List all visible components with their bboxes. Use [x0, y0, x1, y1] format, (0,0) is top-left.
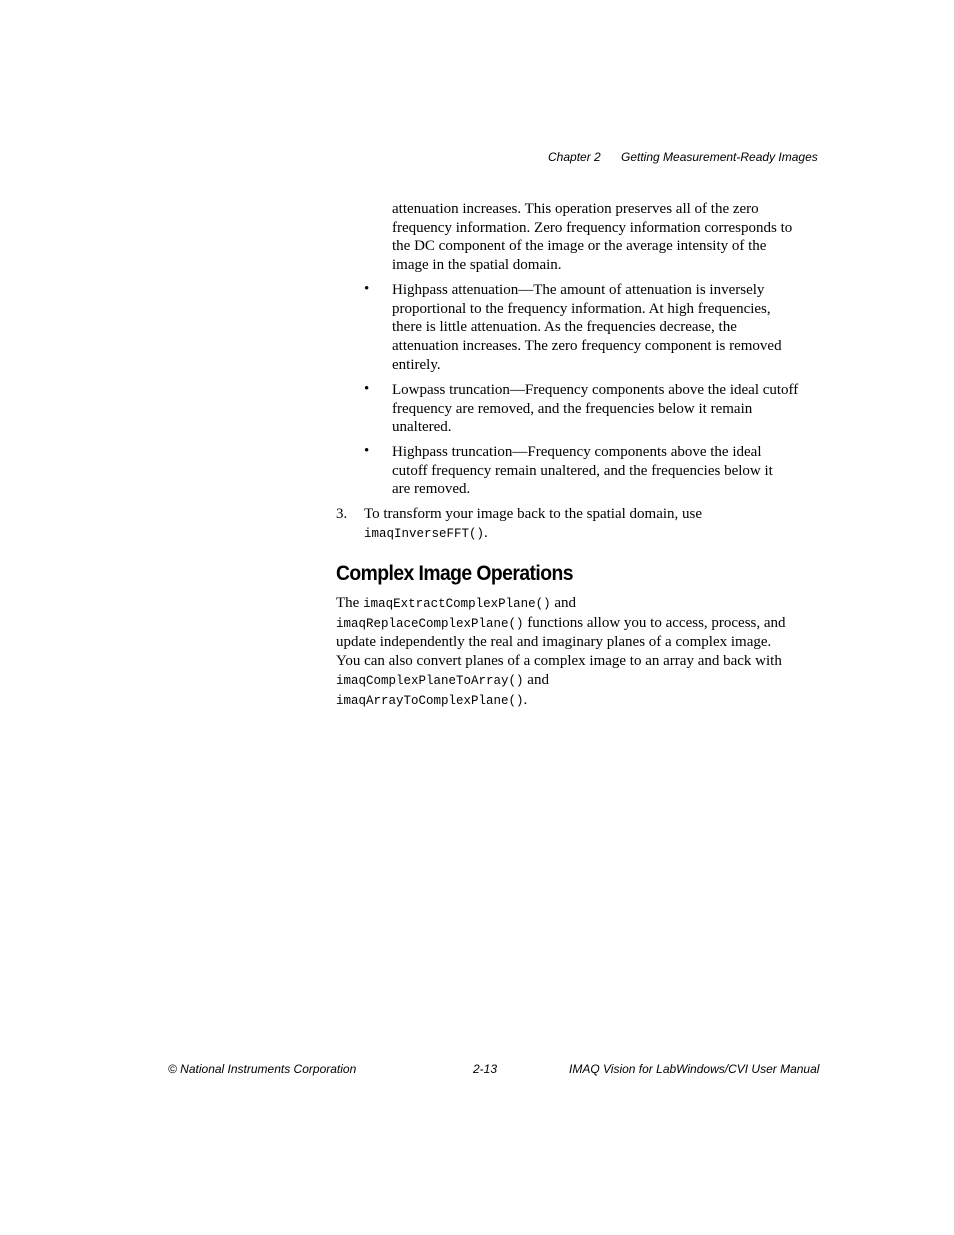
footer-page-number: 2-13 — [473, 1062, 498, 1076]
step-3-end: . — [484, 524, 488, 541]
bullet-symbol: • — [364, 443, 370, 459]
bullet-highpass-attenuation: Highpass attenuation—The amount of attenuation is inversely proportional to the frequency information. At high frequencies, there is little attenuation. As the frequencies decrease, the attenuation increases. The zero frequency component is removed entirely. — [392, 282, 782, 373]
footer-copyright: © National Instruments Corporation — [168, 1062, 357, 1076]
code-array-to-complex-plane: imaqArrayToComplexPlane() — [336, 693, 524, 708]
bullet-lowpass-truncation: Lowpass truncation—Frequency components above the ideal cutoff frequency are removed, and the frequencies below it remain unaltered. — [392, 382, 799, 436]
section-title: Complex Image Operations — [336, 562, 573, 585]
section-paragraph — [336, 594, 798, 710]
continued-paragraph: attenuation increases. This operation preserves all of the zero frequency information. Zero frequency information corresponds to the DC component of the image or the average intensity of the image in the spatial domain. — [392, 201, 793, 274]
header-chapter: Chapter 2 — [548, 150, 601, 164]
bullet-highpass-truncation: Highpass truncation—Frequency components above the ideal cutoff frequency remain unaltered, and the frequencies below it are removed. — [392, 444, 773, 498]
para-text-5: . — [523, 691, 528, 708]
code-extract-complex-plane: imaqExtractComplexPlane() — [363, 597, 551, 611]
code-replace-complex-plane: imaqReplaceComplexPlane() — [336, 616, 524, 631]
bullet-symbol: • — [364, 381, 370, 397]
step-3-text — [364, 505, 804, 543]
para-text-4: and — [527, 671, 549, 688]
header-section: Getting Measurement-Ready Images — [621, 150, 818, 164]
para-text-3: functions allow you to access, process, and update independently the real and imaginary planes of a complex image. You can also convert planes of a complex image to an array and back with — [336, 614, 786, 670]
code-complex-plane-to-array: imaqComplexPlaneToArray() — [336, 673, 524, 688]
footer-manual-title: IMAQ Vision for LabWindows/CVI User Manual — [569, 1062, 820, 1076]
code-imaqinversefft: imaqInverseFFT() — [364, 526, 485, 541]
para-text-1: The — [336, 595, 360, 611]
step-number: 3. — [336, 506, 348, 522]
bullet-symbol: • — [364, 281, 370, 297]
para-text-2: and — [554, 595, 577, 611]
step-3-label: To transform your image back to the spatial domain, use — [364, 506, 703, 522]
